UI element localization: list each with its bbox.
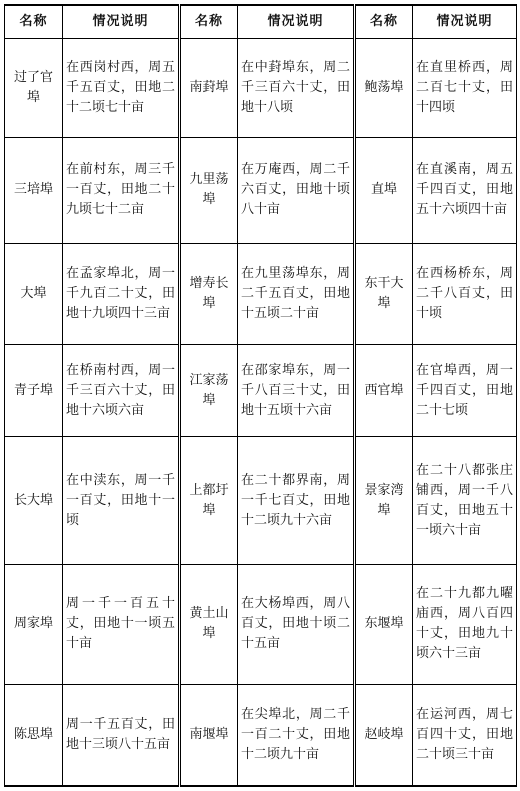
desc-cell: 在直里桥西，周二百七十丈，田十四顷 xyxy=(413,39,517,138)
table-row xyxy=(5,437,517,565)
desc-cell: 在运河西，周七百四十丈，田地二十顷三十亩 xyxy=(413,684,517,786)
header-desc-1: 情况说明 xyxy=(63,5,180,39)
name-cell: 增寿长埠 xyxy=(180,244,238,345)
desc-cell: 在九里荡埠东，周二千五百丈，田地十五顷二十亩 xyxy=(238,244,355,345)
name-cell: 东堰埠 xyxy=(355,565,413,685)
desc-cell: 在西岗村西，周五千五百丈，田地二十二顷七十亩 xyxy=(63,39,180,138)
table-row xyxy=(5,137,517,244)
name-cell: 过了官埠 xyxy=(5,39,63,138)
desc-cell: 在前村东，周三千一百丈，田地二十九顷七十二亩 xyxy=(63,137,180,244)
table-row xyxy=(5,244,517,345)
name-cell: 西官埠 xyxy=(355,344,413,437)
name-cell: 长大埠 xyxy=(5,437,63,565)
name-cell: 鲍荡埠 xyxy=(355,39,413,138)
header-desc-2: 情况说明 xyxy=(238,5,355,39)
table-row xyxy=(5,344,517,437)
desc-cell: 在尖埠北，周二千一百二十丈，田地十二顷九十亩 xyxy=(238,684,355,786)
name-cell: 景家湾埠 xyxy=(355,437,413,565)
desc-cell: 在二十都界南，周一千七百丈，田地十二顷九十六亩 xyxy=(238,437,355,565)
desc-cell: 在二十八都张庄铺西，周一千八百丈，田地五十一顷六十亩 xyxy=(413,437,517,565)
table-row xyxy=(5,565,517,685)
name-cell: 直埠 xyxy=(355,137,413,244)
header-name-3: 名称 xyxy=(355,5,413,39)
table-row xyxy=(5,39,517,138)
desc-cell: 在邵家埠东，周一千八百三十丈，田地十五顷十六亩 xyxy=(238,344,355,437)
header-name-1: 名称 xyxy=(5,5,63,39)
desc-cell: 在桥南村西，周一千三百六十丈，田地十六顷六亩 xyxy=(63,344,180,437)
name-cell: 南堰埠 xyxy=(180,684,238,786)
name-cell: 九里荡埠 xyxy=(180,137,238,244)
desc-cell: 在二十九都九曜庙西，周八百四十丈，田地九十顷六十三亩 xyxy=(413,565,517,685)
header-desc-3: 情况说明 xyxy=(413,5,517,39)
name-cell: 南葑埠 xyxy=(180,39,238,138)
desc-cell: 周一千五百丈，田地十三顷八十五亩 xyxy=(63,684,180,786)
header-row xyxy=(5,5,517,39)
name-cell: 青子埠 xyxy=(5,344,63,437)
header-name-2: 名称 xyxy=(180,5,238,39)
name-cell: 陈思埠 xyxy=(5,684,63,786)
desc-cell: 在西杨桥东，周二千八百丈，田十顷 xyxy=(413,244,517,345)
name-cell: 三培埠 xyxy=(5,137,63,244)
data-table xyxy=(4,4,517,787)
desc-cell: 在直溪南，周五千四百丈，田地五十六顷四十亩 xyxy=(413,137,517,244)
name-cell: 东干大埠 xyxy=(355,244,413,345)
name-cell: 江家荡埠 xyxy=(180,344,238,437)
desc-cell: 在大杨埠西，周八百丈，田地十顷二十五亩 xyxy=(238,565,355,685)
desc-cell: 在万庵西，周二千六百丈，田地十顷八十亩 xyxy=(238,137,355,244)
desc-cell: 在中葑埠东，周二千三百六十丈，田地十八顷 xyxy=(238,39,355,138)
name-cell: 上都圩埠 xyxy=(180,437,238,565)
desc-cell: 在官埠西，周一千四百丈，田地二十七顷 xyxy=(413,344,517,437)
name-cell: 黄土山埠 xyxy=(180,565,238,685)
name-cell: 周家埠 xyxy=(5,565,63,685)
table-row xyxy=(5,684,517,786)
desc-cell: 周一千一百五十丈，田地十一顷五十亩 xyxy=(63,565,180,685)
name-cell: 赵岐埠 xyxy=(355,684,413,786)
desc-cell: 在孟家埠北，周一千九百二十丈，田地十九顷四十三亩 xyxy=(63,244,180,345)
desc-cell: 在中渎东，周一千一百丈，田地十一顷 xyxy=(63,437,180,565)
name-cell: 大埠 xyxy=(5,244,63,345)
